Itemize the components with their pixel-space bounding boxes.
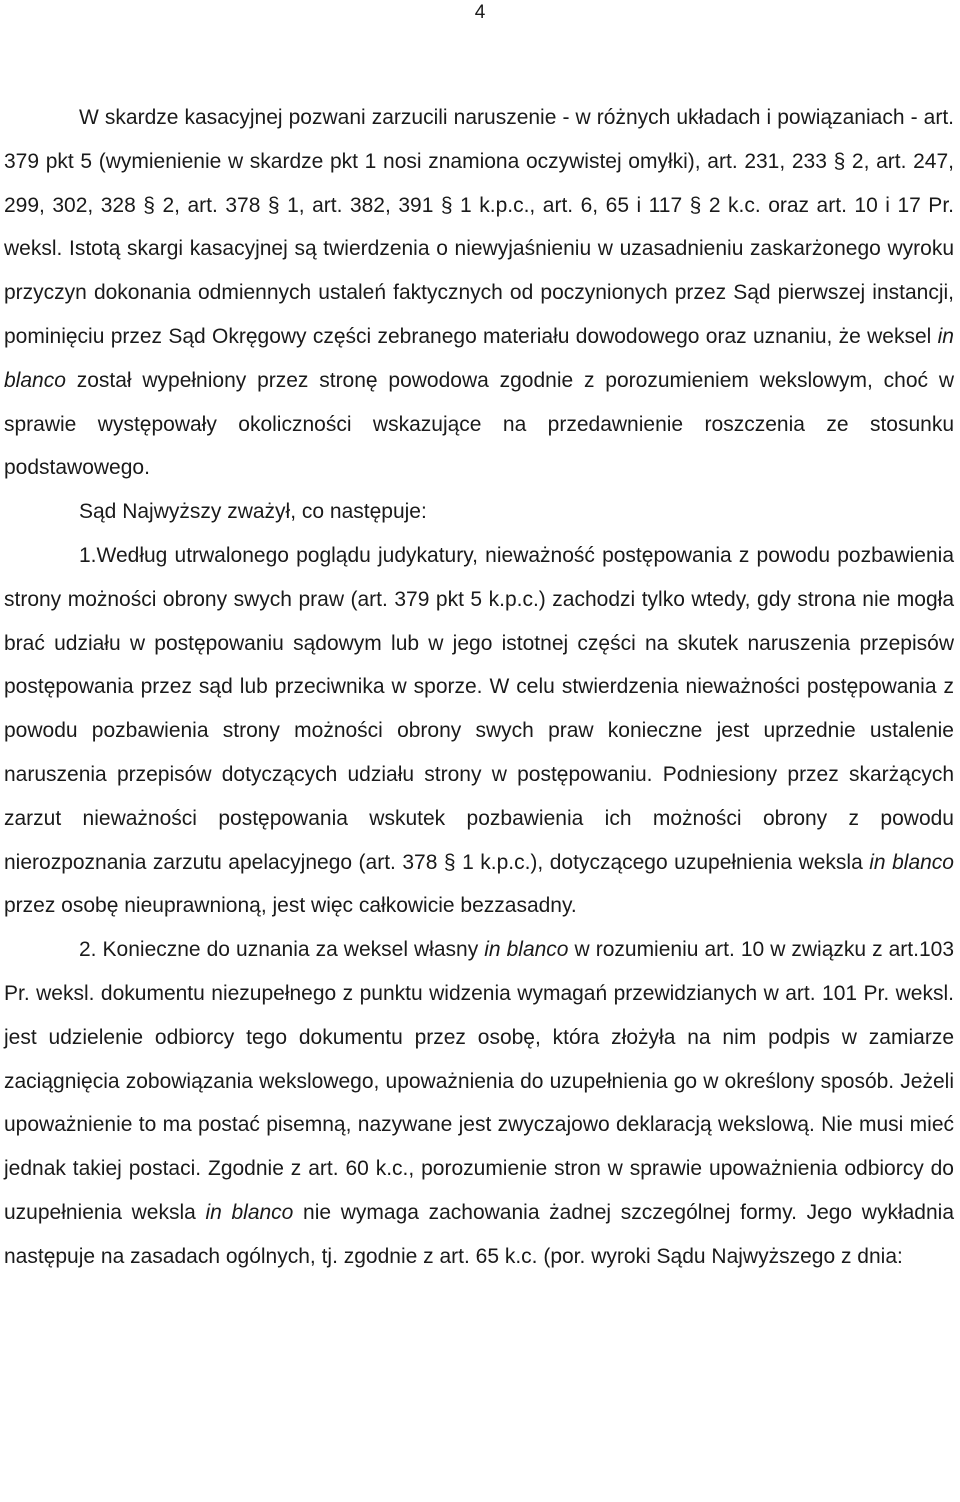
paragraph-court-considered <box>4 490 954 534</box>
paragraph-text: W skardze kasacyjnej pozwani zarzucili naruszenie - w różnych układach i powiązaniach - art. 379 pkt 5 (wymienienie w skardze pkt 1 nosi znamiona oczywistej omyłki), art. 231, 233 § 2, art. 247, 299, 302, 328 § 2, art. 378 § 1, art. 382, 391 § 1 k.p.c., art. 6, 65 i 117 § 2 k.c. oraz art. 10 i 17 Pr. weksl. Istotą skargi kasacyjnej są twierdzenia o niewyjaśnieniu w uzasadnieniu zaskarżonego wyroku przyczyn dokonania odmiennych ustaleń faktycznych od poczynionych przez Sąd pierwszej instancji, pominięciu przez Sąd Okręgowy części zebranego materiału dowodowego oraz uznaniu, że weksel <box>4 106 954 348</box>
paragraph-text: 2. Konieczne do uznania za weksel własny <box>79 938 485 962</box>
paragraph-cassation-complaint <box>4 96 954 490</box>
paragraph-text: Sąd Najwyższy zważył, co następuje: <box>79 500 427 524</box>
paragraph-point-1 <box>4 534 954 928</box>
paragraph-text: przez osobę nieuprawnioną, jest więc całkowicie bezzasadny. <box>4 894 577 918</box>
page-number: 4 <box>474 2 486 23</box>
italic-term: in blanco <box>205 1200 294 1224</box>
paragraph-text: w rozumieniu art. 10 w związku z art.103 Pr. weksl. dokumentu niezupełnego z punktu widzenia wymagań przewidzianych w art. 101 Pr. weksl. jest udzielenie odbiorcy tego dokumentu przez osobę, która złożyła na nim podpis w zamiarze zaciągnięcia zobowiązania wekslowego, upoważnienia do uzupełnienia go w określony sposób. Jeżeli upoważnienie to ma postać pisemną, nazywane jest zwyczajowo deklaracją wekslową. Nie musi mieć jednak takiej postaci. Zgodnie z art. 60 k.c., porozumienie stron w sprawie upoważnienia odbiorcy do uzupełnienia weksla <box>4 938 955 1224</box>
paragraph-text: nie wymaga zachowania żadnej szczególnej formy. Jego wykładnia następuje na zasadach ogólnych, tj. zgodnie z art. 65 k.c. (por. wyroki Sądu Najwyższego z dnia: <box>4 1200 954 1268</box>
paragraph-text: 1.Według utrwalonego poglądu judykatury, nieważność postępowania z powodu pozbawienia strony możności obrony swych praw (art. 379 pkt 5 k.p.c.) zachodzi tylko wtedy, gdy strona nie mogła brać udziału w postępowaniu sądowym lub w jego istotnej części na skutek naruszenia przepisów postępowania przez sąd lub przeciwnika w sporze. W celu stwierdzenia nieważności postępowania z powodu pozbawienia strony możności obrony swych praw konieczne jest uprzednie ustalenie naruszenia przepisów dotyczących udziału strony w postępowaniu. Podniesiony przez skarżących zarzut nieważności postępowania wskutek pozbawienia ich możności obrony z powodu nierozpoznania zarzutu apelacyjnego (art. 378 § 1 k.p.c.), dotyczącego uzupełnienia weksla <box>4 543 954 874</box>
italic-term: in blanco <box>484 938 569 962</box>
italic-term: in blanco <box>869 850 954 874</box>
italic-term: in blanco <box>4 324 954 392</box>
document-body <box>4 96 954 1279</box>
paragraph-point-2 <box>4 928 954 1278</box>
paragraph-text: został wypełniony przez stronę powodowa zgodnie z porozumieniem wekslowym, choć w sprawie występowały okoliczności wskazujące na przedawnienie roszczenia ze stosunku podstawowego. <box>4 368 954 480</box>
